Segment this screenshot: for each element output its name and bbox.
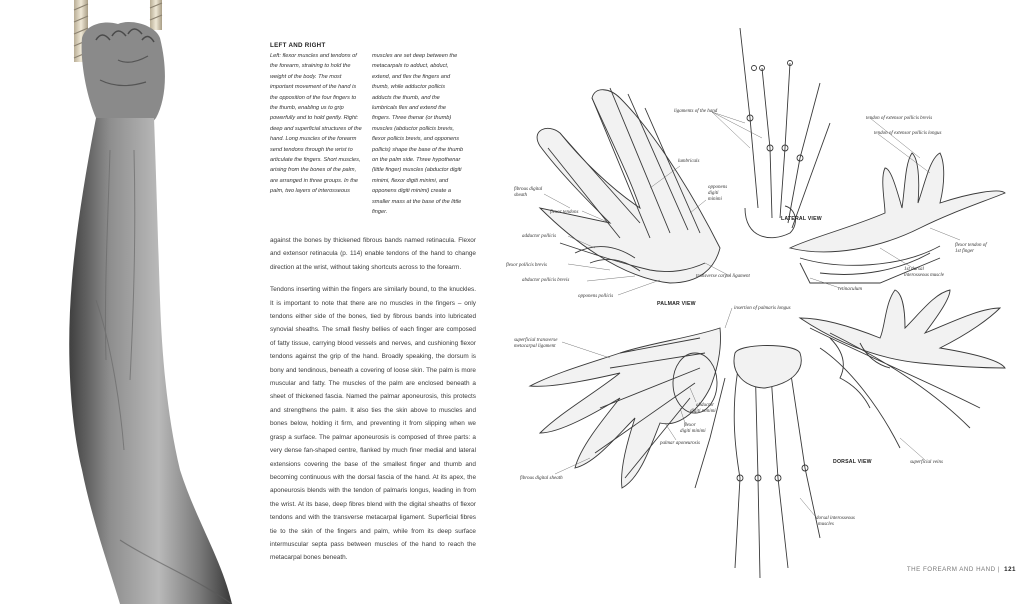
page-number: 121 <box>1004 566 1016 573</box>
forearm <box>69 118 232 604</box>
dorsal-veins-hand <box>800 290 1005 448</box>
label-abductor-digiti-b: digiti minimi <box>690 409 716 414</box>
hand-anatomy-illustration <box>500 8 1020 583</box>
label-1st-dorsal-a: 1st dorsal <box>904 267 924 272</box>
page-footer <box>907 566 1016 573</box>
label-superficial-transverse-a: superficial transverse <box>514 338 558 343</box>
label-fibrous-sheath-2: sheath <box>514 193 528 198</box>
label-lumbricals: lumbricals <box>678 159 700 164</box>
body-text <box>270 234 476 574</box>
label-opponens-1: opponens <box>708 185 728 190</box>
label-dorsal-interosseous-b: muscles <box>818 522 834 527</box>
label-flexor-tendons: flexor tendons <box>550 210 579 215</box>
caption-column-left: Left: flexor muscles and tendons of the forearm, straining to hold the weight of the body. The most important movement of the hand is the opposition of the four fingers to the thumb, enabling us to grip powerfully and to hold gently. Right: deep and superficial structures of the hand. Long muscles of the forearm send tendons through the wrist to articulate the fingers. Short muscles, arising from the bones of the palm, are arranged in three groups. In the palm, two layers of interosseous <box>270 53 362 195</box>
label-flexor-digiti-b: digiti minimi <box>680 429 706 434</box>
label-fibrous-digital-sheath: fibrous digital sheath <box>520 476 563 481</box>
label-flexor-tendon-1st-b: 1st finger <box>955 249 975 254</box>
label-insertion-palmaris: insertion of palmaris longus <box>734 306 791 311</box>
label-retinaculum: retinaculum <box>838 287 862 292</box>
label-flexor-pollicis-brevis: flexor pollicis brevis <box>506 263 547 268</box>
caption-column-right: muscles are set deep between the metacarpals to adduct, abduct, extend, and flex the fingers and thumb, while adductor pollicis adducts the thumb, and the lumbricals flex and extend the fingers. Three thenar (or thumb) muscles (abductor pollicis brevis, flexor pollicis brevis, and opponens pollicis) shape the base of the thumb on the palm side. Three hypothenar (little finger) muscles (abductor digiti minimi, flexor digiti minimi, and opponens digiti minimi) create a smaller mass at the base of the little finger. <box>372 53 464 216</box>
label-ligaments: ligaments of the hand <box>674 109 718 114</box>
label-superficial-transverse-b: metacarpal ligament <box>514 344 556 349</box>
body-paragraph-2: Tendons inserting within the fingers are similarly bound, to the knuckles. It is important to note that there are no muscles in the fingers – only tendons either side of the bones, tied by fibrous bands into lubricated synovial sheaths. The small fleshy bellies of each finger are composed of fatty tissue, carrying blood vessels and nerves, and cushioning flexor tendons against the grip of the hand. Broadly speaking, the dorsum is bony and tendinous, beneath a covering of loose skin. The palm is more muscular and fatty. The muscles of the palm are enclosed beneath a sheet of thickened fascia. Named the palmar aponeurosis, this protects and strengthens the palm. It also ties the skin above to muscles and bones below, holding it firm, and preventing it from slipping when we grasp a surface. The palmar aponeurosis is composed of three parts: a very dense fan-shaped centre, flanked by much finer medial and lateral extensions covering the base of the smallest finger and thumb and becoming continuous with the dorsal fascia of the hand. At its apex, the aponeurosis blends with the tendon of palmaris longus, leading in from the wrist. At its base, deep fibres blend with the digital sheaths of flexor tendons and with the transverse metacarpal ligament. Superficial fibres tie to the skin of the fingers and palm, while from its deep surface intermuscular septa pass between muscles of the hand to reach the metacarpal bones beneath. <box>270 286 476 562</box>
label-flexor-tendon-1st-a: flexor tendon of <box>955 243 987 248</box>
label-tendon-ext-brevis: tendon of extensor pollicis brevis <box>866 116 933 121</box>
label-superficial-veins: superficial veins <box>910 460 943 465</box>
label-fibrous-sheath-1: fibrous digital <box>514 187 543 192</box>
arm-photo <box>0 0 250 604</box>
palmar-superficial-hand <box>530 328 721 488</box>
label-abductor-pollicis-brevis: abductor pollicis brevis <box>522 278 570 283</box>
caption-heading: LEFT AND RIGHT <box>270 42 326 49</box>
label-dorsal-interosseous-a: dorsal interosseous <box>816 516 855 521</box>
label-transverse-carpal: transverse carpal ligament <box>696 274 750 279</box>
view-lateral-title: LATERAL VIEW <box>781 216 822 222</box>
dorsal-view-hand <box>695 346 820 579</box>
label-opponens-2: digiti <box>708 191 719 196</box>
label-opponens-3: minimi <box>708 197 722 202</box>
label-tendon-ext-longus: tendon of extensor pollicis longus <box>874 131 942 136</box>
label-abductor-digiti-a: abductor <box>696 403 715 408</box>
lateral-view-skeleton <box>740 28 830 238</box>
label-flexor-digiti-a: flexor <box>684 423 696 428</box>
label-adductor-pollicis: adductor pollicis <box>522 234 557 239</box>
view-dorsal-title: DORSAL VIEW <box>833 459 872 465</box>
view-palmar-title: PALMAR VIEW <box>657 301 696 307</box>
label-1st-dorsal-b: interosseous muscle <box>904 273 944 278</box>
palmar-view-hand <box>537 88 720 283</box>
footer-section-title: THE FOREARM AND HAND <box>906 566 996 573</box>
label-opponens-pollicis: opponens pollicis <box>578 294 614 299</box>
body-paragraph-1: against the bones by thickened fibrous bands named retinacula. Flexor and extensor retinacula (p. 114) enable tendons of the hand to change direction at the wrist, without taking shortcuts across to the forearm. <box>270 237 476 271</box>
footer-separator: | <box>995 566 1003 573</box>
label-palmar-aponeurosis: palmar aponeurosis <box>660 441 700 446</box>
lateral-view-hand <box>790 153 1005 283</box>
